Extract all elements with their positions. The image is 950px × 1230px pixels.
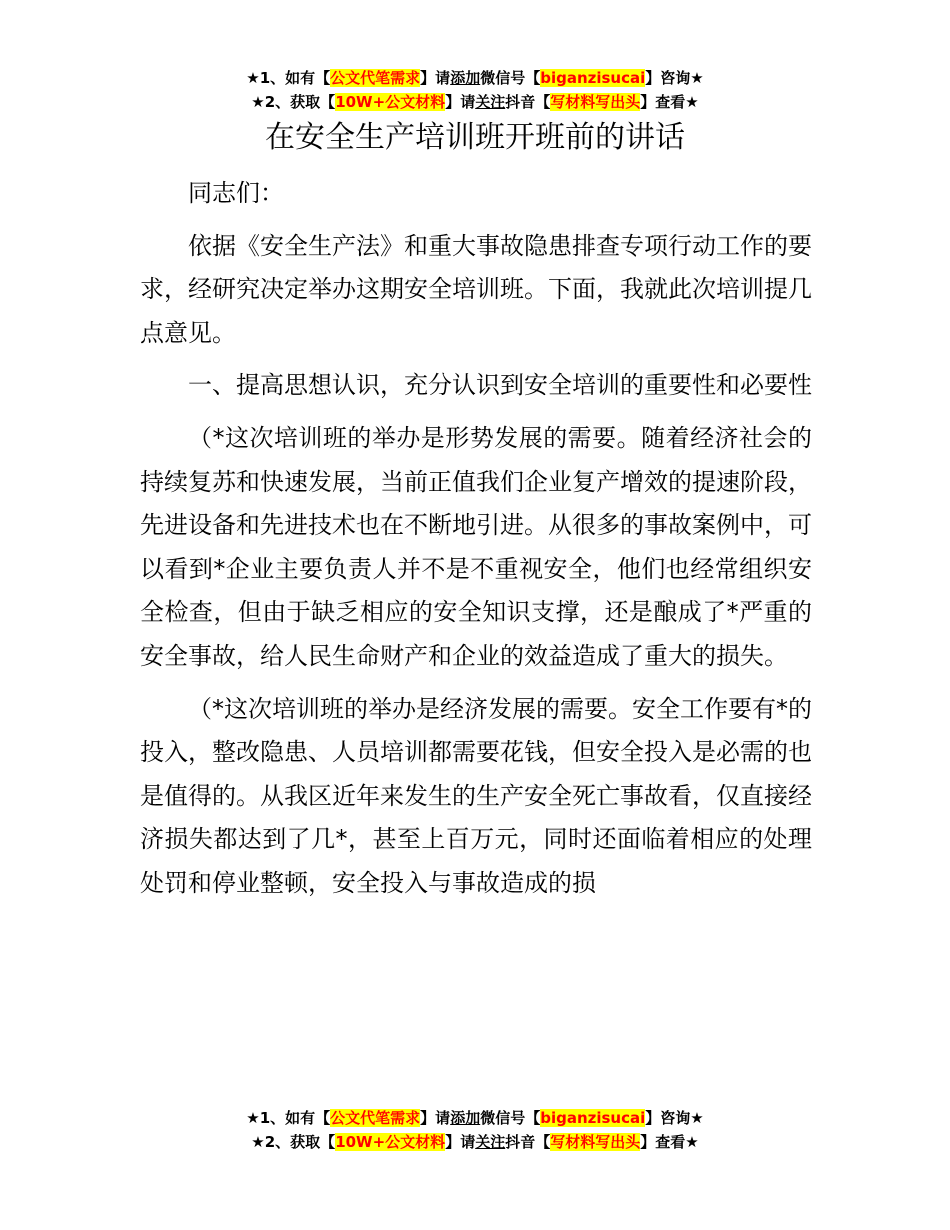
paragraph: 依据《安全生产法》和重大事故隐患排查专项行动工作的要求，经研究决定举办这期安全培训班。下面，我就此次培训提几点意见。 (140, 231, 812, 347)
promo-text: 抖音【 (505, 93, 551, 111)
promo-text: 】咨询★ (645, 69, 704, 87)
footer-promo-banner (0, 1106, 950, 1154)
promo-text: 】请 (445, 1133, 476, 1151)
promo-highlight: 公文代笔需求 (330, 69, 421, 87)
promo-emphasis: 添加 (450, 69, 481, 87)
promo-text: 抖音【 (505, 1133, 551, 1151)
wechat-id-highlight: biganzisucai (540, 69, 646, 87)
promo-line-2 (0, 90, 950, 114)
document-title: 在安全生产培训班开班前的讲话 (265, 120, 685, 155)
document-body (140, 172, 812, 915)
promo-text: 】咨询★ (645, 1109, 704, 1127)
promo-text: 微信号【 (480, 1109, 541, 1127)
wechat-id-highlight: biganzisucai (540, 1109, 646, 1127)
paragraph: （*这次培训班的举办是经济发展的需要。安全工作要有*的投入，整改隐患、人员培训都需要花钱，但安全投入是必需的也是值得的。从我区近年来发生的生产安全死亡事故看，仅直接经济损失都达到了几*，甚至上百万元，同时还面临着相应的处理处罚和停业整顿，安全投入与事故造成的损 (140, 694, 812, 897)
promo-emphasis: 关注 (475, 93, 506, 111)
promo-text: 】请 (445, 93, 476, 111)
section-heading: 一、提高思想认识，充分认识到安全培训的重要性和必要性 (188, 371, 812, 400)
promo-highlight: 公文代笔需求 (330, 1109, 421, 1127)
promo-text: ★2、获取【 (251, 1133, 336, 1151)
promo-highlight: 10W+公文材料 (335, 93, 446, 111)
promo-text: ★2、获取【 (251, 93, 336, 111)
promo-text: 】查看★ (640, 1133, 699, 1151)
promo-text: 】请 (420, 69, 451, 87)
douyin-id-highlight: 写材料写出头 (550, 1133, 641, 1151)
header-promo-banner (0, 66, 950, 114)
douyin-id-highlight: 写材料写出头 (550, 93, 641, 111)
promo-highlight: 10W+公文材料 (335, 1133, 446, 1151)
promo-text: 微信号【 (480, 69, 541, 87)
promo-emphasis: 关注 (475, 1133, 506, 1151)
promo-text: ★1、如有【 (246, 69, 331, 87)
promo-text: 】请 (420, 1109, 451, 1127)
promo-line-2 (0, 1130, 950, 1154)
promo-line-1 (0, 66, 950, 90)
promo-text: 】查看★ (640, 93, 699, 111)
promo-line-1 (0, 1106, 950, 1130)
promo-text: ★1、如有【 (246, 1109, 331, 1127)
paragraph: （*这次培训班的举办是形势发展的需要。随着经济社会的持续复苏和快速发展，当前正值我们企业复产增效的提速阶段，先进设备和先进技术也在不断地引进。从很多的事故案例中，可以看到*企业主要负责人并不是不重视安全，他们也经常组织安全检查，但由于缺乏相应的安全知识支撑，还是酿成了*严重的安全事故，给人民生命财产和企业的效益造成了重大的损失。 (140, 423, 812, 670)
salutation: 同志们： (188, 179, 284, 207)
promo-emphasis: 添加 (450, 1109, 481, 1127)
